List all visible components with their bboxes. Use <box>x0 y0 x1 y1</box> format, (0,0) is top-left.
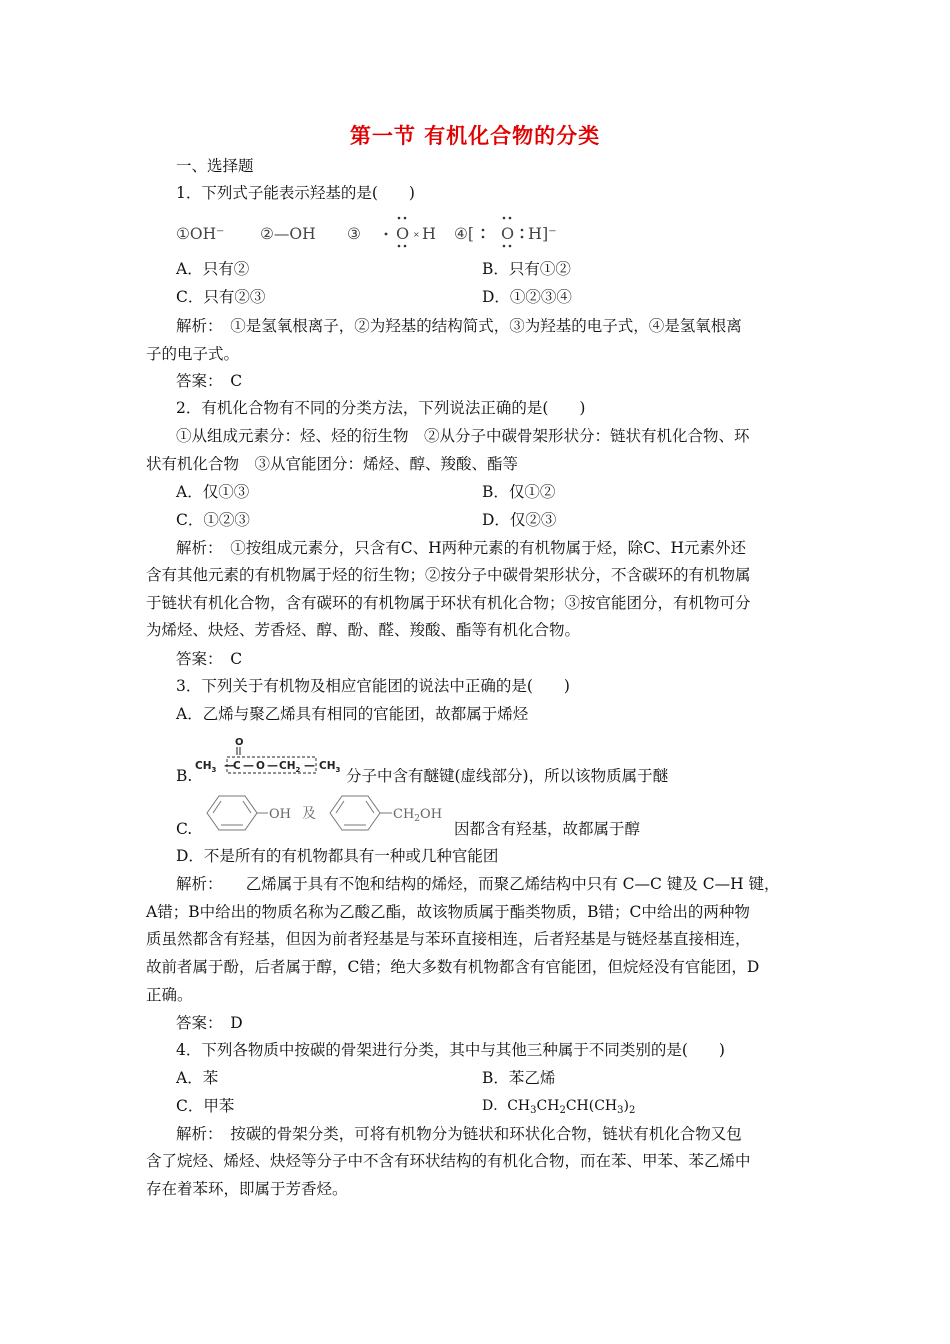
svg-text:CH2: $CH_2$ <box>279 760 301 774</box>
q2-analysis-line-4: 为烯烃、炔烃、芳香烃、醇、酚、醛、羧酸、酯等有机化合物。 <box>146 621 581 639</box>
q3-option-b-text: 分子中含有醚键(虚线部分)，所以该物质属于醚 <box>346 767 669 785</box>
q4-analysis-line-2: 含了烷烃、烯烃、炔烃等分子中不含有环状结构的有机化合物，而在苯、甲苯、苯乙烯中 <box>146 1152 751 1170</box>
q2-analysis-line-3: 于链状有机化合物，含有碳环的有机物属于环状有机化合物；③按官能团分，有机物可分 <box>146 594 751 612</box>
q4-analysis-line-1: 解析： 按碳的骨架分类，可将有机物分为链状和环状化合物，链状有机化合物又包 <box>176 1125 742 1143</box>
q2-statement-line-2: 状有机化合物 ③从官能团分：烯烃、醇、羧酸、酯等 <box>146 455 519 473</box>
q3-analysis-line-1: 解析： 乙烯属于具有不饱和结构的烯烃，而聚乙烯结构中只有 C—C 键及 C—H 键， <box>176 875 780 893</box>
svg-text:CH3: $CH_3$ <box>319 760 341 774</box>
q1-option-c: C．只有②③ <box>176 288 266 306</box>
q3-phenol-oh: OH <box>269 807 291 822</box>
q1-f3-hydrogen: H <box>422 224 436 243</box>
q1-electron-formula-3 <box>366 210 446 250</box>
q3-phenol-benzyl-alcohol <box>200 790 460 836</box>
q3-ch2oh-oh: OH <box>420 807 443 822</box>
q3-ch3-left: CH <box>195 760 212 772</box>
q3-option-c-text: 因都含有羟基，故都属于醇 <box>454 820 641 838</box>
q3-stem: 3．下列关于有机物及相应官能团的说法中正确的是( ) <box>176 677 570 695</box>
q3-ch2oh-ch: CH <box>393 807 415 822</box>
q1-formula-1: ①OH⁻ <box>176 225 225 243</box>
q3-option-b-label: B. <box>176 767 193 785</box>
q3-option-c-label: C. <box>176 820 193 838</box>
q1-formula-3-number: ③ <box>347 225 361 243</box>
q3-ether-oxygen: O <box>256 760 265 772</box>
q2-analysis-line-2: 含有其他元素的有机物属于烃的衍生物；②按分子中碳骨架形状分，不含碳环的有机物属 <box>146 566 751 584</box>
q1-f4-hydrogen: H]⁻ <box>528 224 557 243</box>
q3-option-a: A．乙烯与聚乙烯具有相同的官能团，故都属于烯烃 <box>176 705 529 723</box>
q2-option-b: B．仅①② <box>482 483 556 501</box>
svg-text:CH2OH: $CH_2OH$ <box>393 807 443 824</box>
q1-answer: 答案： C <box>176 372 243 390</box>
q4-option-a: A．苯 <box>176 1069 219 1087</box>
q4-analysis-line-3: 存在着苯环，即属于芳香烃。 <box>146 1180 348 1198</box>
q2-option-a: A．仅①③ <box>176 483 250 501</box>
q3-and-word: 及 <box>302 806 316 822</box>
svg-text:—: — <box>243 759 254 772</box>
svg-text:—: — <box>267 759 278 772</box>
q1-electron-formula-4 <box>474 210 584 250</box>
q1-stem: 1．下列式子能表示羟基的是( ) <box>176 184 415 202</box>
q4-option-c: C．甲苯 <box>176 1097 235 1115</box>
q3-carbonyl-oxygen: O <box>235 737 244 748</box>
q2-statement-line-1: ①从组成元素分：烃、烃的衍生物 ②从分子中碳骨架形状分：链状有机化合物、环 <box>176 427 750 445</box>
q2-analysis-line-1: 解析： ①按组成元素分，只含有C、H两种元素的有机物属于烃，除C、H元素外还 <box>176 539 747 557</box>
q3-ch3-right: CH <box>319 760 336 772</box>
q1-option-d: D．①②③④ <box>482 288 572 306</box>
section-heading: 一、选择题 <box>176 157 254 175</box>
q3-analysis-line-4: 故前者属于酚，后者属于醇，C错；绝大多数有机物都含有官能团，但烷烃没有官能团，D <box>146 958 760 976</box>
q1-analysis-line-1: 解析： ①是氢氧根离子，②为羟基的结构简式，③为羟基的电子式，④是氢氧根离 <box>176 317 742 335</box>
svg-text:—: — <box>304 759 315 772</box>
q3-ester-structure <box>193 732 353 776</box>
q1-f3-oxygen: O <box>396 224 410 243</box>
q3-analysis-line-5: 正确。 <box>146 986 193 1004</box>
q2-option-d: D．仅②③ <box>482 511 557 529</box>
q1-formula-4-number: ④[ <box>454 225 474 243</box>
page-title: 第一节 有机化合物的分类 <box>349 124 601 148</box>
q3-carbon: C <box>233 760 241 772</box>
q3-ch2: CH <box>279 760 296 772</box>
svg-text:CH3: $CH_3$ <box>195 760 217 774</box>
q3-analysis-line-2: A错；B中给出的物质名称为乙酸乙酯，故该物质属于酯类物质，B错；C中给出的两种物 <box>146 903 750 921</box>
q2-option-c: C．①②③ <box>176 511 250 529</box>
q2-answer: 答案： C <box>176 650 243 668</box>
q1-option-b: B．只有①② <box>482 260 571 278</box>
svg-text:×: × <box>413 230 420 239</box>
q1-option-a: A．只有② <box>176 260 250 278</box>
q1-formula-2: ②—OH <box>260 225 316 243</box>
q1-f4-oxygen: O <box>501 224 515 243</box>
q3-analysis-line-3: 质虽然都含有羟基，但因为前者羟基是与苯环直接相连，后者羟基是与链烃基直接相连， <box>146 930 751 948</box>
q1-analysis-line-2: 子的电子式。 <box>146 345 240 363</box>
q3-answer: 答案： D <box>176 1014 243 1032</box>
q2-stem: 2．有机化合物有不同的分类方法，下列说法正确的是( ) <box>176 399 586 417</box>
q4-option-d: D．$CH_3CH_2CH(CH_3)_2$ <box>482 1098 636 1116</box>
q3-option-d: D．不是所有的有机物都具有一种或几种官能团 <box>176 847 499 865</box>
q4-option-b: B．苯乙烯 <box>482 1069 556 1087</box>
svg-text:—: — <box>224 759 235 772</box>
q4-stem: 4．下列各物质中按碳的骨架进行分类，其中与其他三种属于不同类别的是( ) <box>176 1041 725 1059</box>
